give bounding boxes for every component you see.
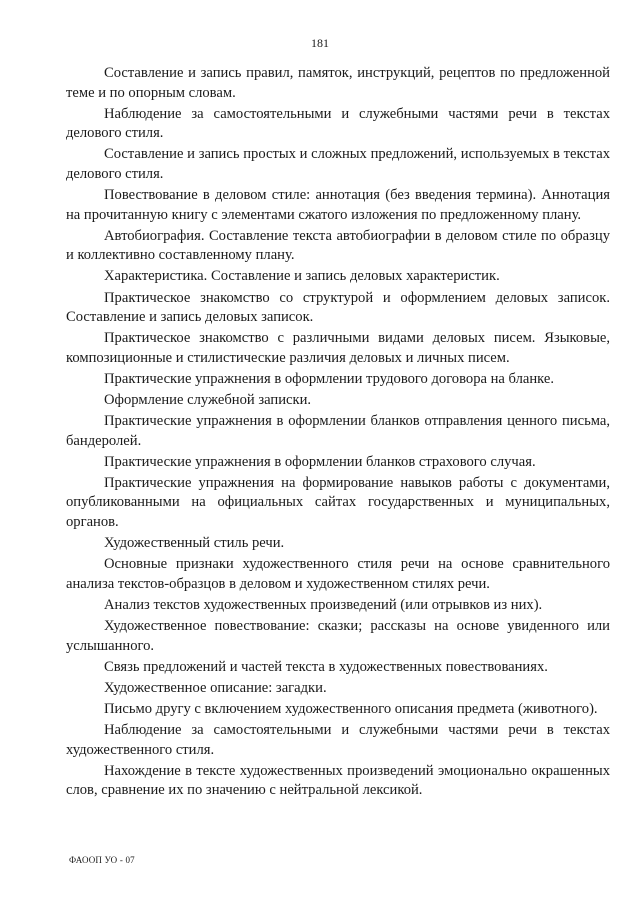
paragraph: Художественный стиль речи.	[104, 535, 285, 552]
paragraph: Наблюдение за самостоятельными и служебными частями речи в текстах делового стиля.	[66, 105, 610, 142]
paragraph: Анализ текстов художественных произведений (или отрывков из них).	[104, 596, 543, 613]
paragraph: Наблюдение за самостоятельными и служебными частями речи в текстах художественного стиля.	[66, 722, 610, 758]
paragraph: Практические упражнения в оформлении бланков страхового случая.	[104, 453, 536, 470]
paragraph: Художественное описание: загадки.	[104, 679, 327, 696]
paragraph: Письмо другу с включением художественного описания предмета (животного).	[104, 700, 598, 717]
paragraph: Составление и запись простых и сложных предложений, используемых в текстах делового стиля.	[66, 146, 610, 182]
paragraph: Практические упражнения на формирование навыков работы с документами, опубликованными на официальных сайтах государственных и муниципальных, органов.	[66, 474, 610, 531]
paragraph: Практическое знакомство с различными видами деловых писем. Языковые, композиционные и стилистические различия деловых и личных писем.	[66, 330, 610, 366]
paragraph: Художественное повествование: сказки; рассказы на основе увиденного или услышанного.	[66, 618, 610, 654]
paragraph: Связь предложений и частей текста в художественных повествованиях.	[104, 658, 548, 675]
paragraph: Практическое знакомство со структурой и оформлением деловых записок. Составление и запись деловых записок.	[66, 289, 610, 326]
page-number: 181	[311, 36, 329, 50]
page-body	[66, 64, 610, 802]
paragraph: Повествование в деловом стиле: аннотация (без введения термина). Аннотация на прочитанную книгу с элементами сжатого изложения по предложенному плану.	[66, 187, 610, 223]
paragraph: Нахождение в тексте художественных произведений эмоционально окрашенных слов, сравнение их по значению с нейтральной лексикой.	[66, 762, 610, 799]
paragraph: Практические упражнения в оформлении трудового договора на бланке.	[104, 370, 555, 387]
paragraph: Оформление служебной записки.	[104, 392, 312, 408]
paragraph: Практические упражнения в оформлении бланков отправления ценного письма, бандеролей.	[66, 413, 610, 449]
paragraph: Автобиография. Составление текста автобиографии в деловом стиле по образцу и коллективно составленному плану.	[66, 227, 610, 264]
document-code-footer: ФАООП УО - 07	[69, 855, 135, 865]
paragraph: Основные признаки художественного стиля речи на основе сравнительного анализа текстов-образцов в деловом и художественном стилях речи.	[66, 556, 610, 592]
paragraph: Составление и запись правил, памяток, инструкций, рецептов по предложенной теме и по опорным словам.	[66, 65, 610, 101]
paragraph: Характеристика. Составление и запись деловых характеристик.	[104, 268, 500, 285]
